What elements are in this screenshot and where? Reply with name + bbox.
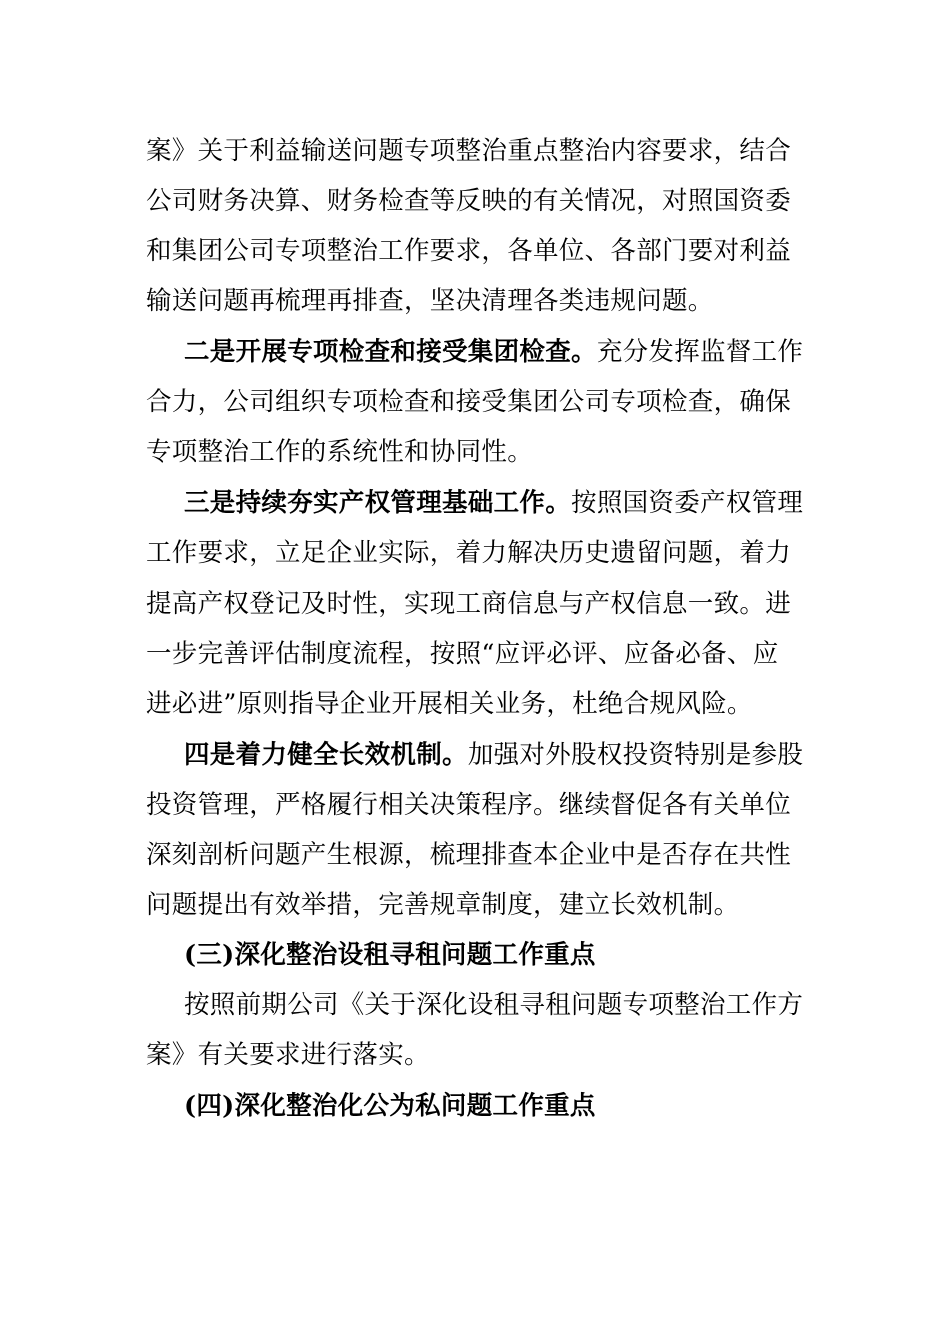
paragraph-heading: 三是持续夯实产权管理基础工作。 [184,488,572,518]
body-line [146,134,791,168]
section-heading: (三)深化整治设租寻租问题工作重点 [184,940,596,970]
line-text: 一步完善评估制度流程，按照“应评必评、应备必备、应 [146,639,779,669]
body-line [146,587,791,621]
line-text: 专项整治工作的系统性和协同性。 [146,437,534,467]
paragraph-four-first-line [184,738,803,772]
line-text: 投资管理，严格履行相关决策程序。继续督促各有关单位 [146,790,792,820]
paragraph-three-first-line [184,486,803,520]
line-text: 案》关于利益输送问题专项整治重点整治内容要求，结合 [146,136,792,166]
body-line [146,838,791,872]
body-line [146,788,791,822]
line-text: 问题提出有效举措，完善规章制度，建立长效机制。 [146,890,740,920]
line-text: 和集团公司专项整治工作要求，各单位、各部门要对利益 [146,236,792,266]
section-heading-three [184,938,596,972]
line-text: 合力，公司组织专项检查和接受集团公司专项检查，确保 [146,387,792,417]
line-text: 深刻剖析问题产生根源，梳理排查本企业中是否存在共性 [146,840,792,870]
body-line [146,385,791,419]
body-line [146,234,791,268]
paragraph-heading: 二是开展专项检查和接受集团检查。 [184,337,597,367]
body-line [146,536,791,570]
line-text: 按照国资委产权管理 [571,488,804,518]
paragraph-heading: 四是着力健全长效机制。 [184,740,468,770]
line-text: 提高产权登记及时性，实现工商信息与产权信息一致。进 [146,589,792,619]
section-heading: (四)深化整治化公为私问题工作重点 [184,1091,596,1121]
paragraph-two-first-line [184,335,803,369]
body-line [146,284,714,318]
line-text: 工作要求，立足企业实际，着力解决历史遗留问题，着力 [146,538,792,568]
body-line [146,888,739,922]
body-line [146,637,779,671]
line-text: 进必进”原则指导企业开展相关业务，杜绝合规风险。 [146,689,753,719]
body-line [184,988,803,1022]
body-line [146,687,753,721]
line-text: 按照前期公司《关于深化设租寻租问题专项整治工作方 [184,990,804,1020]
line-text: 充分发挥监督工作 [596,337,804,367]
body-line [146,1038,430,1072]
body-line [146,184,791,218]
line-text: 加强对外股权投资特别是参股 [467,740,804,770]
body-line [146,435,533,469]
line-text: 案》有关要求进行落实。 [146,1040,430,1070]
line-text: 输送问题再梳理再排查，坚决清理各类违规问题。 [146,286,714,316]
line-text: 公司财务决算、财务检查等反映的有关情况，对照国资委 [146,186,792,216]
section-heading-four [184,1089,596,1123]
